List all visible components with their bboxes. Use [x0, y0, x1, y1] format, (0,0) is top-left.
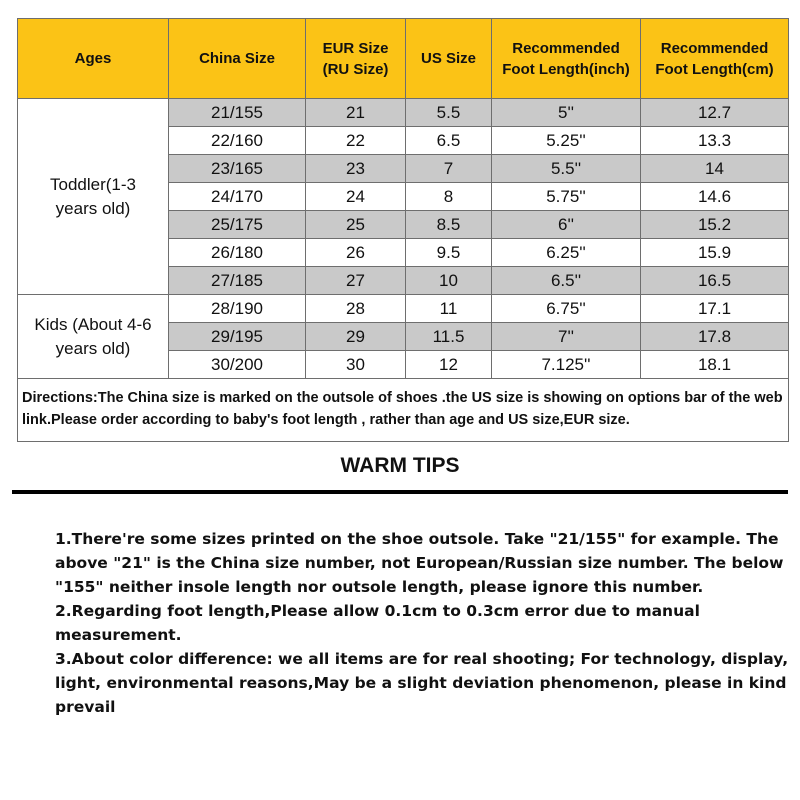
cell-us-size: 9.5 [406, 239, 492, 267]
header-foot-length-inch: Recommended Foot Length(inch) [492, 19, 641, 99]
header-us-size: US Size [406, 19, 492, 99]
cell-us-size: 12 [406, 351, 492, 379]
directions-row [18, 379, 789, 442]
cell-eur-size: 23 [306, 155, 406, 183]
tip-item: 3.About color difference: we all items are for real shooting; For technology, display, light, environmental reasons,May be a slight deviation phenomenon, please in kind prevail [55, 650, 789, 716]
cell-us-size: 7 [406, 155, 492, 183]
size-chart-table [17, 18, 789, 442]
cell-eur-size: 29 [306, 323, 406, 351]
table-header-row [18, 19, 789, 99]
cell-us-size: 5.5 [406, 99, 492, 127]
age-group-toddler: Toddler(1-3 years old) [18, 99, 169, 295]
warm-tips-title: WARM TIPS [340, 454, 460, 477]
cell-foot-inch: 6.25'' [492, 239, 641, 267]
cell-foot-inch: 5'' [492, 99, 641, 127]
cell-foot-inch: 5.5'' [492, 155, 641, 183]
cell-us-size: 11 [406, 295, 492, 323]
cell-foot-inch: 5.25'' [492, 127, 641, 155]
cell-foot-cm: 17.1 [641, 295, 789, 323]
table-row [18, 99, 789, 127]
cell-foot-inch: 6'' [492, 211, 641, 239]
cell-foot-inch: 7'' [492, 323, 641, 351]
cell-us-size: 11.5 [406, 323, 492, 351]
cell-foot-cm: 16.5 [641, 267, 789, 295]
cell-eur-size: 22 [306, 127, 406, 155]
warm-tips-list [55, 527, 790, 719]
age-group-kids: Kids (About 4-6 years old) [18, 295, 169, 379]
cell-foot-cm: 13.3 [641, 127, 789, 155]
cell-foot-cm: 15.9 [641, 239, 789, 267]
header-ages: Ages [18, 19, 169, 99]
table-row [18, 295, 789, 323]
cell-foot-cm: 14.6 [641, 183, 789, 211]
cell-china-size: 24/170 [169, 183, 306, 211]
cell-foot-cm: 12.7 [641, 99, 789, 127]
cell-foot-cm: 15.2 [641, 211, 789, 239]
cell-foot-cm: 14 [641, 155, 789, 183]
directions-text: Directions:The China size is marked on the outsole of shoes .the US size is showing on options bar of the web link.Please order according to baby's foot length , rather than age and US size,EUR size. [18, 379, 789, 442]
cell-eur-size: 27 [306, 267, 406, 295]
tip-item: 1.There're some sizes printed on the shoe outsole. Take "21/155" for example. The above "21" is the China size number, not European/Russian size number. The below "155" neither insole length nor outsole length, please ignore this number. [55, 530, 784, 596]
cell-us-size: 8 [406, 183, 492, 211]
cell-us-size: 10 [406, 267, 492, 295]
cell-china-size: 29/195 [169, 323, 306, 351]
cell-china-size: 25/175 [169, 211, 306, 239]
cell-foot-inch: 6.75'' [492, 295, 641, 323]
header-china-size: China Size [169, 19, 306, 99]
cell-foot-cm: 18.1 [641, 351, 789, 379]
cell-china-size: 28/190 [169, 295, 306, 323]
cell-us-size: 8.5 [406, 211, 492, 239]
cell-eur-size: 24 [306, 183, 406, 211]
cell-china-size: 30/200 [169, 351, 306, 379]
warm-tips-divider [12, 490, 788, 494]
cell-foot-inch: 7.125'' [492, 351, 641, 379]
cell-foot-cm: 17.8 [641, 323, 789, 351]
cell-foot-inch: 6.5'' [492, 267, 641, 295]
cell-china-size: 22/160 [169, 127, 306, 155]
header-eur-size: EUR Size (RU Size) [306, 19, 406, 99]
cell-china-size: 21/155 [169, 99, 306, 127]
cell-china-size: 26/180 [169, 239, 306, 267]
tip-item: 2.Regarding foot length,Please allow 0.1cm to 0.3cm error due to manual measurement. [55, 602, 700, 644]
cell-us-size: 6.5 [406, 127, 492, 155]
cell-eur-size: 28 [306, 295, 406, 323]
cell-eur-size: 30 [306, 351, 406, 379]
cell-china-size: 27/185 [169, 267, 306, 295]
header-foot-length-cm: Recommended Foot Length(cm) [641, 19, 789, 99]
cell-eur-size: 21 [306, 99, 406, 127]
cell-foot-inch: 5.75'' [492, 183, 641, 211]
cell-china-size: 23/165 [169, 155, 306, 183]
cell-eur-size: 25 [306, 211, 406, 239]
cell-eur-size: 26 [306, 239, 406, 267]
